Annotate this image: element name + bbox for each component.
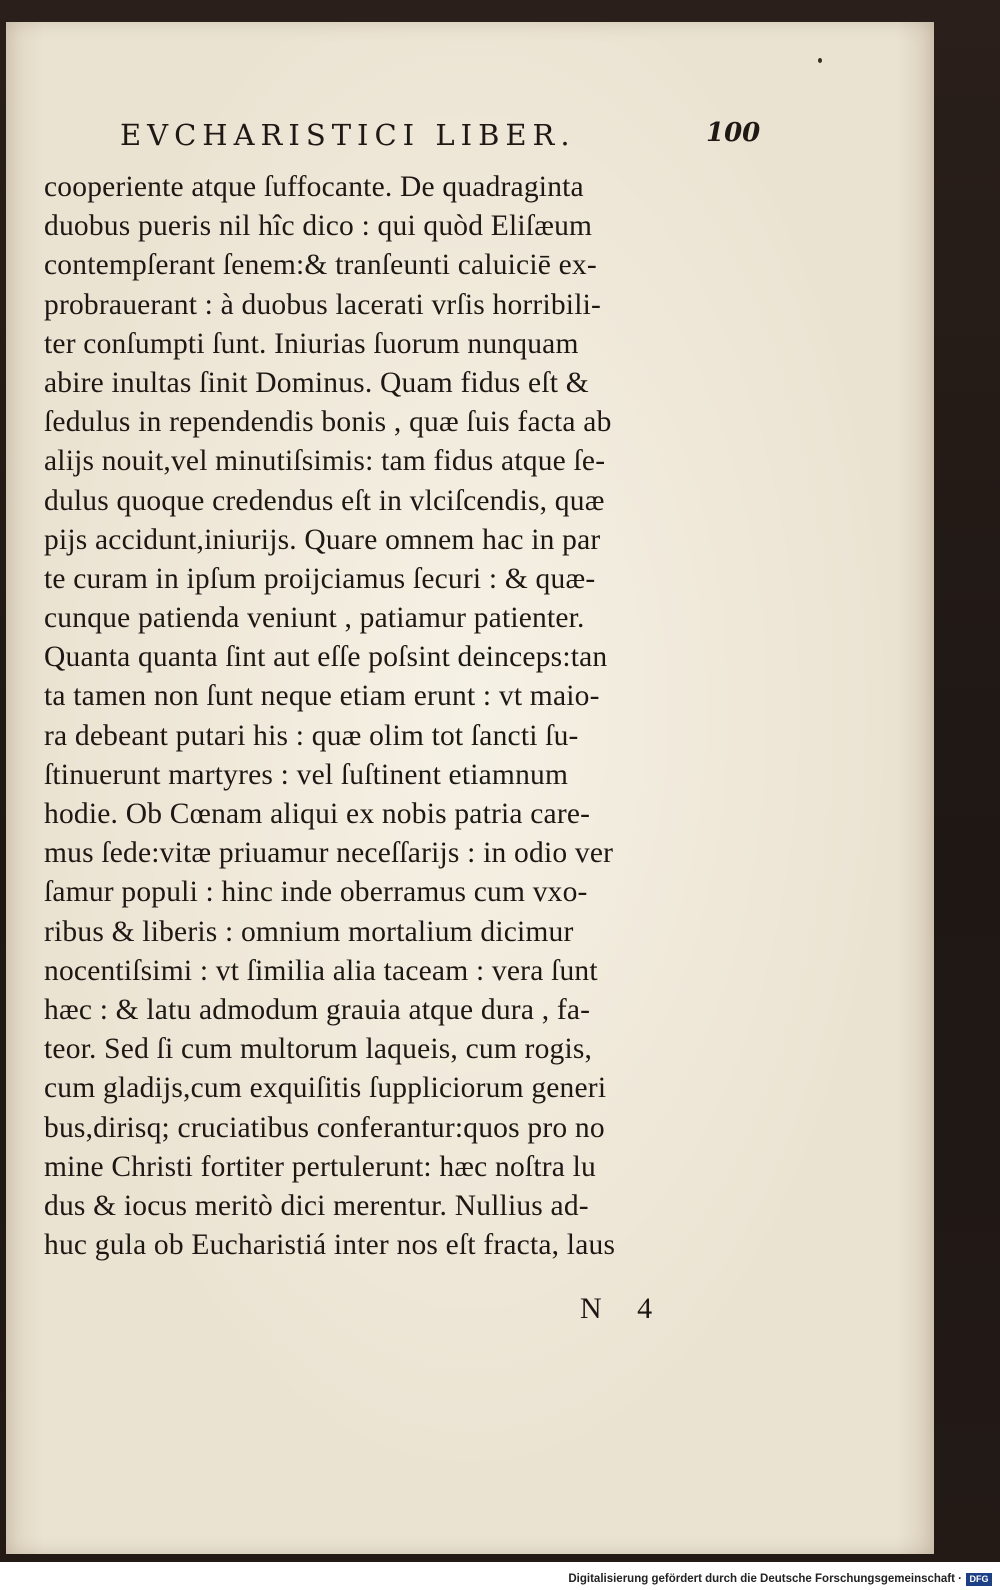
running-head: EVCHARISTICI LIBER. — [120, 118, 576, 152]
text-line: te curam in ipſum proijciamus ſecuri : & quæ- — [44, 562, 596, 595]
dfg-logo-icon: DFG — [966, 1573, 992, 1586]
text-line: cooperiente atque ſuffocante. De quadraginta — [44, 171, 584, 203]
text-line: mine Christi fortiter pertulerunt: hæc noſtra lu — [44, 1150, 596, 1183]
digitization-credit — [568, 1571, 992, 1587]
credit-text: Digitalisierung gefördert durch die Deutsche Forschungsgemeinschaft · — [568, 1573, 962, 1585]
text-line: ra debeant putari his : quæ olim tot ſancti ſu- — [44, 719, 579, 752]
text-line: Quanta quanta ſint aut eſſe poſsint deinceps:tan — [44, 641, 608, 674]
text-line: huc gula ob Eucharistiá inter nos eſt fracta, laus — [44, 1229, 616, 1262]
text-line: ter conſumpti ſunt. Iniurias ſuorum nunquam — [44, 327, 579, 360]
text-line: mus ſede:vitæ priuamur neceſſarijs : in odio ver — [44, 837, 614, 870]
text-line: hodie. Ob Cœnam aliqui ex nobis patria care- — [44, 798, 591, 830]
text-line: bus,dirisq; cruciatibus conferantur:quos pro no — [44, 1111, 605, 1144]
text-line: dus & iocus meritò dici merentur. Nullius ad- — [44, 1189, 589, 1222]
text-line: cum gladijs,cum exquiſitis ſuppliciorum generi — [44, 1072, 607, 1105]
text-line: cunque patienda veniunt , patiamur patienter. — [44, 602, 585, 635]
text-line: duobus pueris nil hîc dico : qui quòd Eliſæum — [44, 210, 593, 243]
signature-mark: N 4 — [580, 1292, 667, 1325]
text-line: hæc : & latu admodum grauia atque dura , fa- — [44, 993, 591, 1026]
ink-speck — [818, 58, 822, 63]
text-line: ſamur populi : hinc inde oberramus cum vxo- — [44, 876, 588, 909]
text-line: probrauerant : à duobus lacerati vrſis horribili- — [44, 288, 602, 321]
text-line: abire inultas ſinit Dominus. Quam fidus eſt & — [44, 366, 589, 399]
body-text — [44, 168, 764, 1265]
text-line: nocentiſsimi : vt ſimilia alia taceam : vera ſunt — [44, 954, 598, 987]
text-line: alijs nouit,vel minutiſsimis: tam fidus atque ſe- — [44, 445, 606, 478]
text-line: dulus quoque credendus eſt in vlciſcendis, quæ — [44, 484, 605, 517]
text-line: ſedulus in rependendis bonis , quæ ſuis facta ab — [44, 406, 612, 439]
text-line: ta tamen non ſunt neque etiam erunt : vt maio- — [44, 680, 600, 713]
text-line: teor. Sed ſi cum multorum laqueis, cum rogis, — [44, 1033, 593, 1066]
text-line: ribus & liberis : omnium mortalium dicimur — [44, 915, 574, 948]
page-number: 100 — [706, 118, 761, 148]
text-line: contempſerant ſenem:& tranſeunti caluiciē ex- — [44, 249, 597, 282]
text-line: pijs accidunt,iniurijs. Quare omnem hac in par — [44, 523, 601, 556]
text-line: ſtinuerunt martyres : vel ſuſtinent etiamnum — [44, 758, 569, 791]
